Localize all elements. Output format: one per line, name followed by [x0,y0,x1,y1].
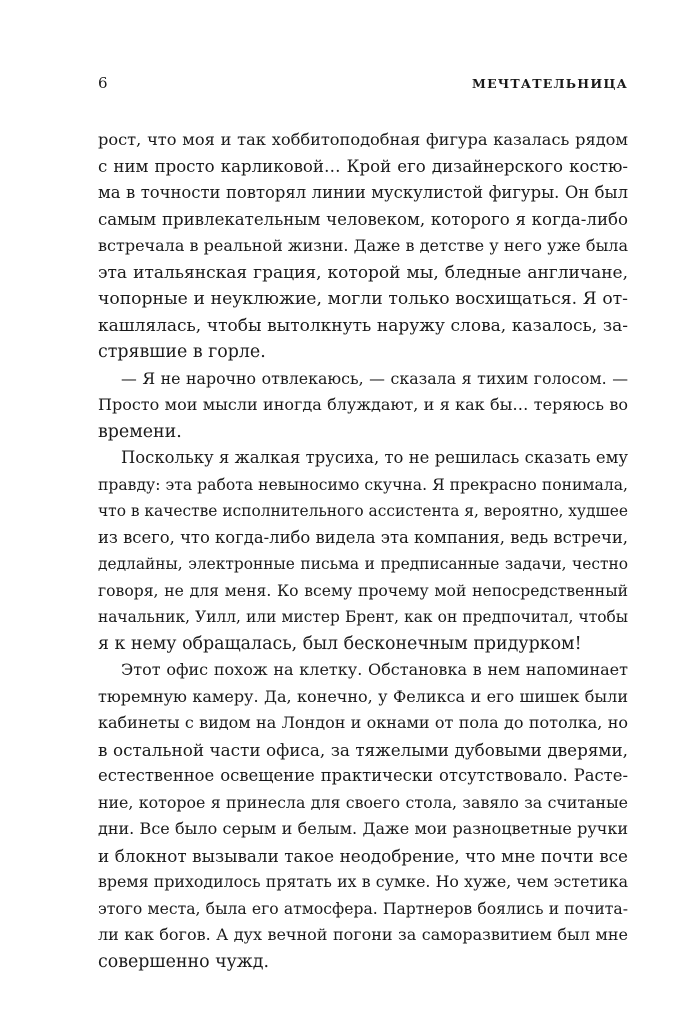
text-line: кашлялась, чтобы вытолкнуть наружу слова, казалось, за- [98,315,628,336]
text-line: совершенно чужд. [98,951,270,972]
text-line: с ним просто карликовой… Крой его дизайнерского костю- [98,156,628,176]
text-line: — Я не нарочно отвлекаюсь, — сказала я тихим голосом. — [121,368,628,388]
paragraph-2 [98,366,628,446]
text-line: из всего, что когда-либо видела эта компания, ведь встречи, [98,527,628,547]
text-line: кабинеты с видом на Лондон и окнами от пола до потолка, но [98,713,628,732]
text-line: Этот офис похож на клетку. Обстановка в нем напоминает [121,660,628,679]
paragraph-1 [98,127,628,366]
page-number: 6 [98,74,109,92]
text-line: ли как богов. А дух вечной погони за саморазвитием был мне [98,925,628,944]
text-line: правду: эта работа невыносимо скучна. Я прекрасно понимала, [98,475,628,494]
text-line: ние, которое я принесла для своего стола, завяло за считаные [98,792,628,812]
text-line: дедлайны, электронные письма и предписанные задачи, честно [98,555,628,573]
text-line: времени. [98,421,182,442]
text-line: и блокнот вызывали такое неодобрение, что мне почти все [98,845,628,866]
text-line: время приходилось прятать их в сумке. Но хуже, чем эстетика [98,872,628,891]
text-line: говоря, не для меня. Ко всему прочему мой непосредственный [98,581,628,600]
text-line: начальник, Уилл, или мистер Брент, как он предпочитал, чтобы [98,608,628,626]
text-line: в остальной части офиса, за тяжелыми дубовыми дверями, [98,739,628,760]
body-text [98,127,628,975]
text-line: самым привлекательным человеком, которого я когда-либо [98,209,628,229]
text-line: тюремную камеру. Да, конечно, у Феликса и его шишек были [98,686,628,706]
running-head: МЕЧТАТЕЛЬНИЦА [472,76,628,91]
paragraph-3 [98,445,628,657]
text-line: эта итальянская грация, которой мы, бледные англичане, [98,262,628,283]
text-line: стрявшие в горле. [98,342,266,362]
text-line: чопорные и неуклюжие, могли только восхищаться. Я от- [98,289,628,309]
text-line: Поскольку я жалкая трусиха, то не решилась сказать ему [121,448,628,467]
paragraph-4 [98,657,628,975]
text-line: Просто мои мысли иногда блуждают, и я как бы… теряюсь во [98,395,628,414]
text-line: ма в точности повторял линии мускулистой фигуры. Он был [98,183,628,202]
text-line: встречала в реальной жизни. Даже в детстве у него уже была [98,236,628,255]
text-line: я к нему обращалась, был бесконечным придурком! [98,633,582,654]
text-line: дни. Все было серым и белым. Даже мои разноцветные ручки [98,819,628,838]
text-line: этого места, была его атмосфера. Партнеров боялись и почита- [98,899,628,918]
text-line: рост, что моя и так хоббитоподобная фигура казалась рядом [98,130,628,149]
text-line: естественное освещение практически отсутствовало. Расте- [98,766,628,785]
text-line: что в качестве исполнительного ассистента я, вероятно, худшее [98,502,628,520]
